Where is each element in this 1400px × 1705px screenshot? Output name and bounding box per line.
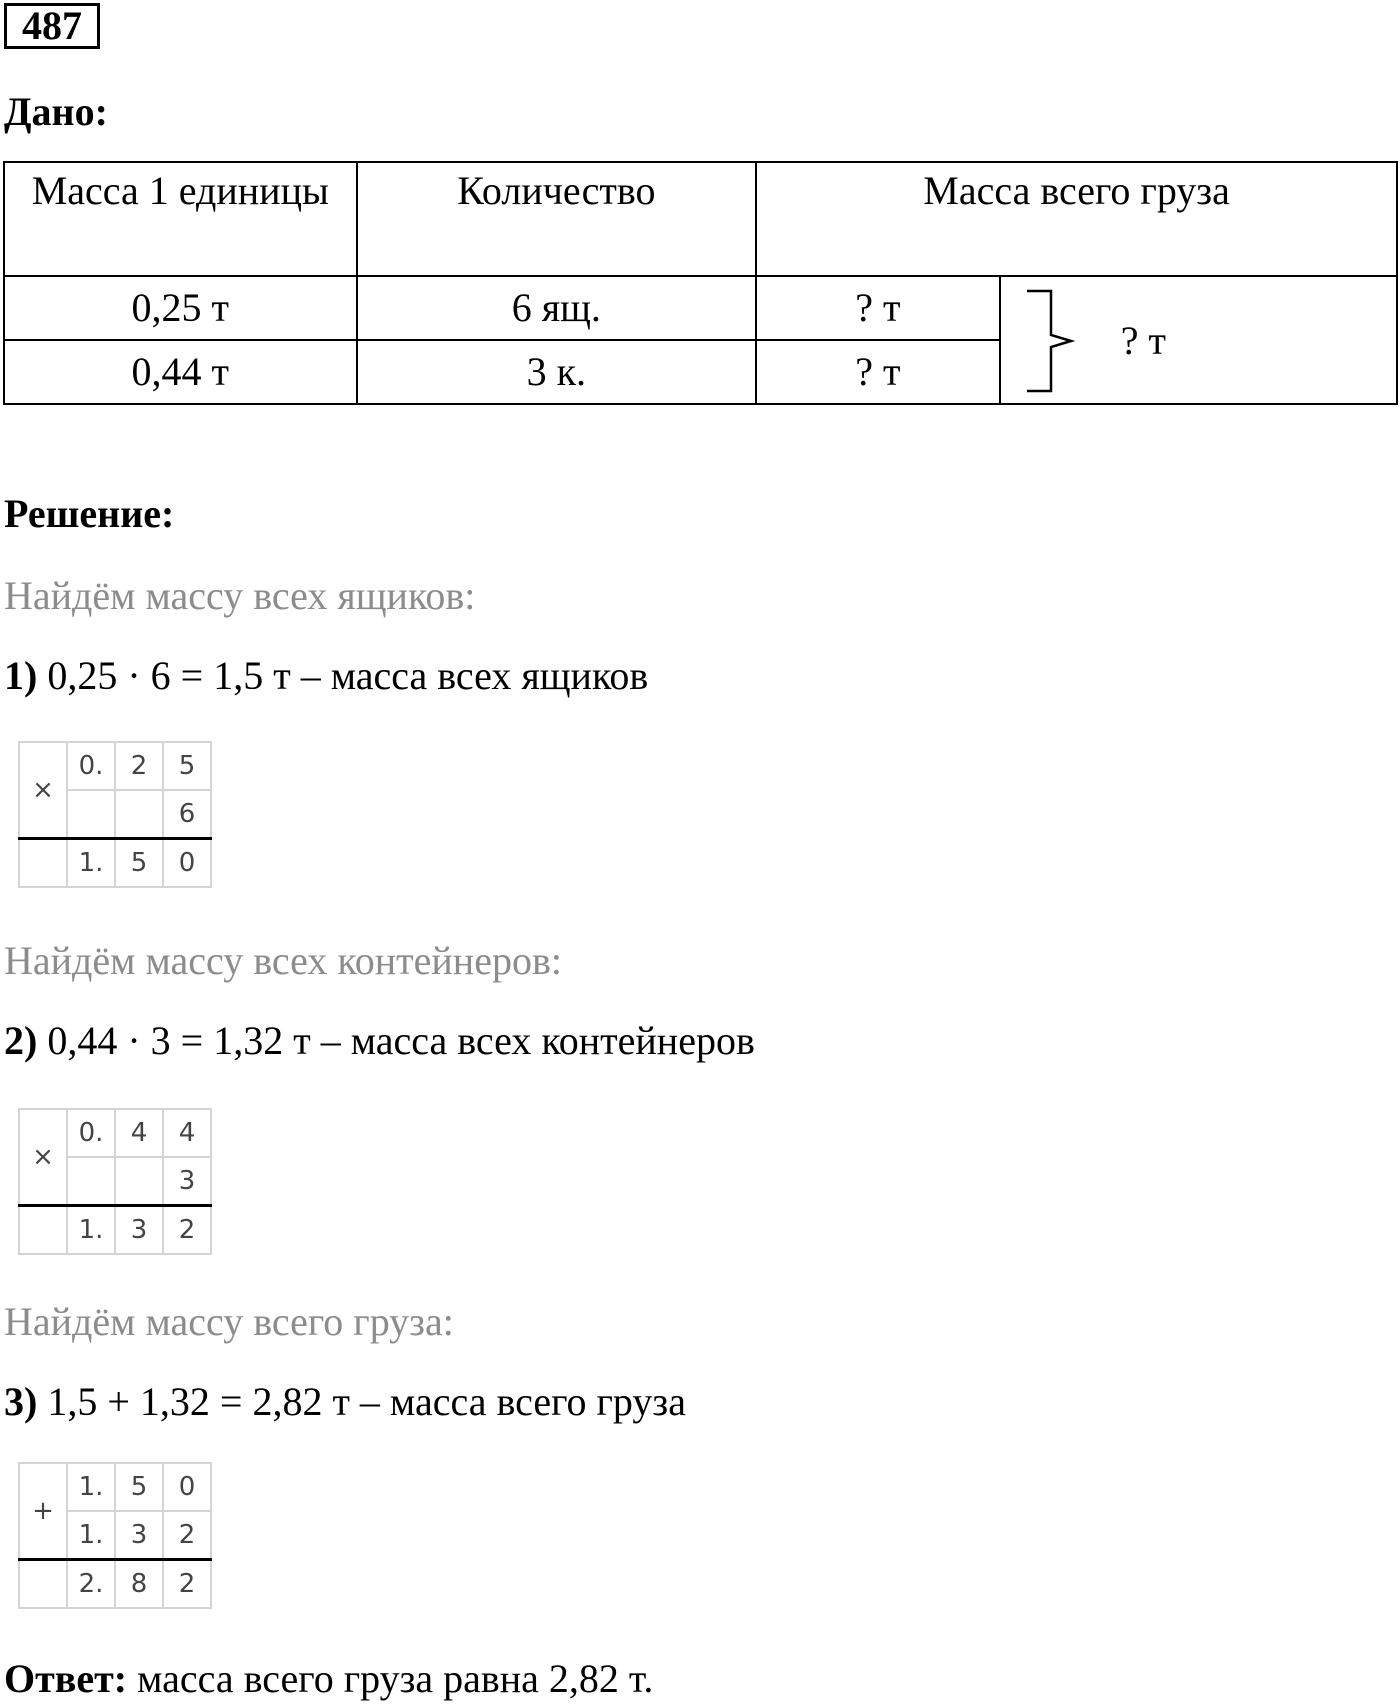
step-text: 1,5 + 1,32 = 2,82 т – масса всего груза	[47, 1379, 686, 1424]
result-digit: 2	[163, 1206, 211, 1255]
step-2-equation	[4, 1017, 755, 1065]
digit-cell	[19, 1560, 67, 1609]
step-text: 0,25 · 6 = 1,5 т – масса всех ящиков	[47, 653, 649, 698]
result-digit: 8	[115, 1560, 163, 1609]
result-digit: 1.	[67, 1206, 115, 1255]
cell-quantity: 3 к.	[357, 340, 757, 404]
step-3-hint: Найдём массу всего груза:	[4, 1299, 454, 1344]
digit-cell	[67, 790, 115, 839]
result-digit: 5	[115, 839, 163, 888]
total-question: ? т	[1120, 318, 1166, 363]
answer	[4, 1655, 653, 1703]
cell-unit-mass: 0,25 т	[4, 276, 357, 340]
header-row	[4, 162, 1397, 276]
solution-heading: Решение:	[4, 491, 175, 536]
answer-text: масса всего груза равна 2,82 т.	[137, 1656, 654, 1701]
step-number: 2)	[4, 1018, 38, 1063]
given-heading: Дано:	[4, 89, 108, 134]
brace-icon	[1015, 287, 1075, 395]
digit-cell: 5	[163, 742, 211, 790]
header-quantity: Количество	[357, 162, 757, 276]
step-text: 0,44 · 3 = 1,32 т – масса всех контейнеров	[47, 1018, 755, 1063]
total-cell	[1000, 276, 1397, 404]
answer-label: Ответ:	[4, 1656, 128, 1701]
step-3-equation	[4, 1378, 686, 1426]
operator-sign: ×	[19, 742, 67, 839]
operator-sign: ×	[19, 1109, 67, 1206]
digit-cell: 2	[115, 742, 163, 790]
digit-cell: 0	[163, 1463, 211, 1511]
digit-cell: 5	[115, 1463, 163, 1511]
digit-cell	[19, 1206, 67, 1255]
step-number: 3)	[4, 1379, 38, 1424]
column-multiplication-1	[18, 741, 212, 888]
digit-cell: 4	[163, 1109, 211, 1157]
digit-cell: 1.	[67, 1511, 115, 1560]
operator-sign: +	[19, 1463, 67, 1560]
digit-cell: 0.	[67, 742, 115, 790]
result-digit: 1.	[67, 839, 115, 888]
given-table	[3, 161, 1398, 405]
digit-cell: 6	[163, 790, 211, 839]
column-multiplication-2	[18, 1108, 212, 1255]
digit-cell	[115, 790, 163, 839]
header-unit-mass: Масса 1 единицы	[4, 162, 357, 276]
digit-cell: 4	[115, 1109, 163, 1157]
result-digit: 2	[163, 1560, 211, 1609]
step-number: 1)	[4, 653, 38, 698]
column-addition	[18, 1462, 212, 1609]
digit-cell	[19, 839, 67, 888]
step-2-hint: Найдём массу всех контейнеров:	[4, 938, 562, 983]
digit-cell	[115, 1157, 163, 1206]
step-1-equation	[4, 652, 648, 700]
digit-cell: 3	[115, 1511, 163, 1560]
table-row	[4, 276, 1397, 340]
cell-mass: ? т	[756, 276, 1000, 340]
result-digit: 0	[163, 839, 211, 888]
digit-cell: 3	[163, 1157, 211, 1206]
digit-cell: 0.	[67, 1109, 115, 1157]
header-total-mass: Масса всего груза	[756, 162, 1397, 276]
cell-unit-mass: 0,44 т	[4, 340, 357, 404]
digit-cell: 2	[163, 1511, 211, 1560]
digit-cell: 1.	[67, 1463, 115, 1511]
cell-quantity: 6 ящ.	[357, 276, 757, 340]
cell-mass: ? т	[756, 340, 1000, 404]
step-1-hint: Найдём массу всех ящиков:	[4, 573, 476, 618]
digit-cell	[67, 1157, 115, 1206]
problem-number: 487	[4, 3, 100, 49]
result-digit: 2.	[67, 1560, 115, 1609]
result-digit: 3	[115, 1206, 163, 1255]
